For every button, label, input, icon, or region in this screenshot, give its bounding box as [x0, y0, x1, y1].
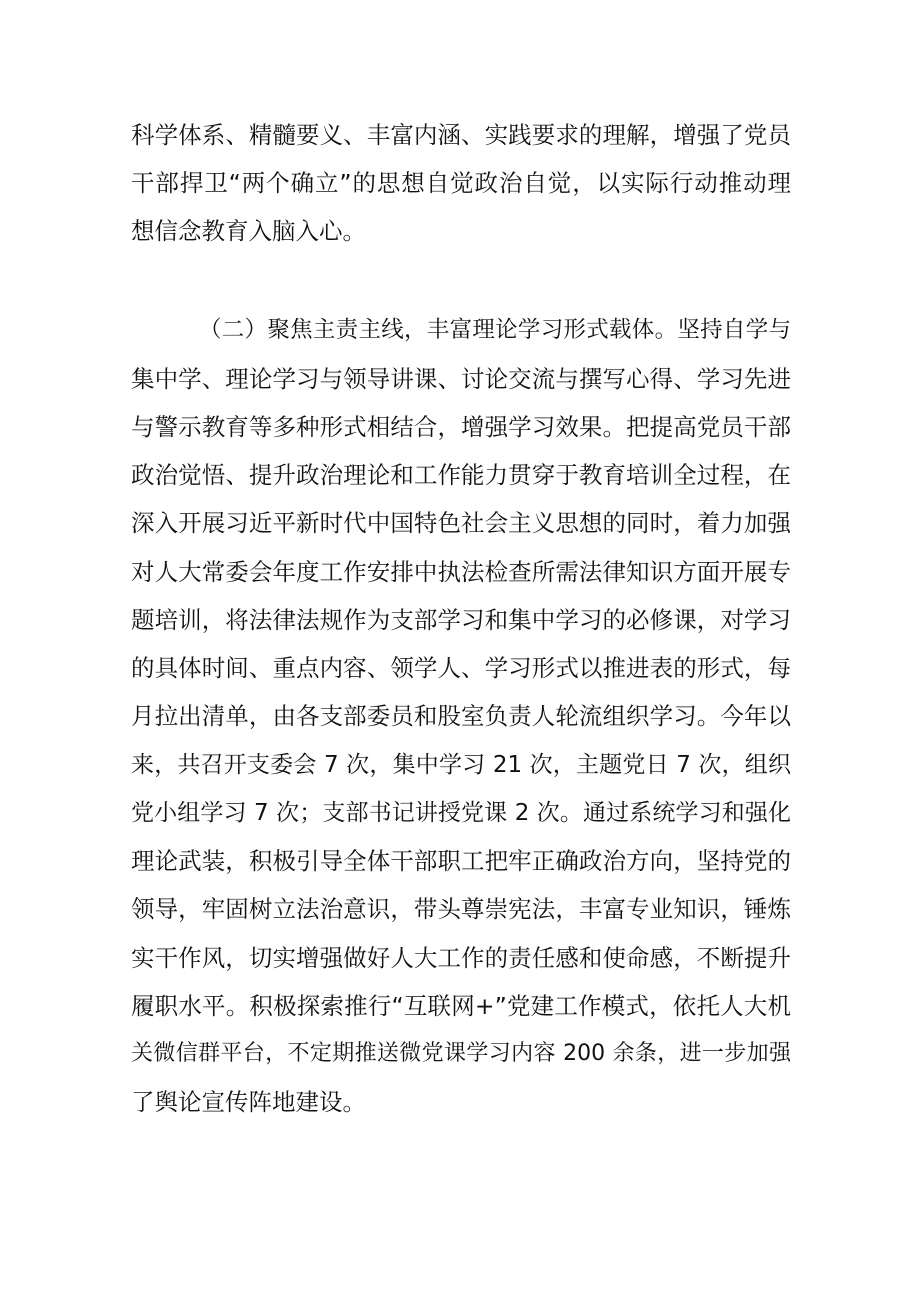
paragraph-line: 实干作风，切实增强做好人大工作的责任感和使命感，不断提升 [131, 944, 791, 972]
paragraph-line: 干部捍卫“两个确立”的思想自觉政治自觉，以实际行动推动理 [131, 169, 791, 197]
paragraph-line: 的具体时间、重点内容、领学人、学习形式以推进表的形式，每 [131, 654, 791, 682]
paragraph-line: 对人大常委会年度工作安排中执法检查所需法律知识方面开展专 [131, 558, 791, 586]
paragraph-line: 关微信群平台，不定期推送微党课学习内容 200 余条，进一步加强 [131, 1041, 791, 1066]
paragraph-line: 想信念教育入脑入心。 [131, 217, 366, 245]
paragraph-line: 月拉出清单，由各支部委员和股室负责人轮流组织学习。今年以 [131, 702, 791, 730]
paragraph-line: 党小组学习 7 次；支部书记讲授党课 2 次。通过系统学习和强化 [131, 800, 791, 826]
paragraph-line: 题培训，将法律法规作为支部学习和集中学习的必修课，对学习 [131, 606, 791, 634]
paragraph-line: 集中学、理论学习与领导讲课、讨论交流与撰写心得、学习先进 [131, 365, 791, 393]
paragraph-line: 深入开展习近平新时代中国特色社会主义思想的同时，着力加强 [131, 509, 791, 537]
paragraph-line: 领导，牢固树立法治意识，带头尊崇宪法，丰富专业知识，锤炼 [131, 895, 791, 923]
paragraph-line: 理论武装，积极引导全体干部职工把牢正确政治方向，坚持党的 [131, 847, 791, 875]
paragraph-line: 与警示教育等多种形式相结合，增强学习效果。把提高党员干部 [131, 413, 791, 441]
paragraph-first-line: （二）聚焦主责主线，丰富理论学习形式载体。坚持自学与 [199, 317, 791, 343]
paragraph-line: 来，共召开支委会 7 次，集中学习 21 次，主题党日 7 次，组织 [131, 752, 791, 778]
paragraph-line: 了舆论宣传阵地建设。 [131, 1088, 366, 1116]
paragraph-line: 政治觉悟、提升政治理论和工作能力贯穿于教育培训全过程，在 [131, 461, 791, 489]
paragraph-line: 履职水平。积极探索推行“互联网+”党建工作模式，依托人大机 [131, 992, 791, 1020]
paragraph-line: 科学体系、精髓要义、丰富内涵、实践要求的理解，增强了党员 [131, 121, 791, 149]
